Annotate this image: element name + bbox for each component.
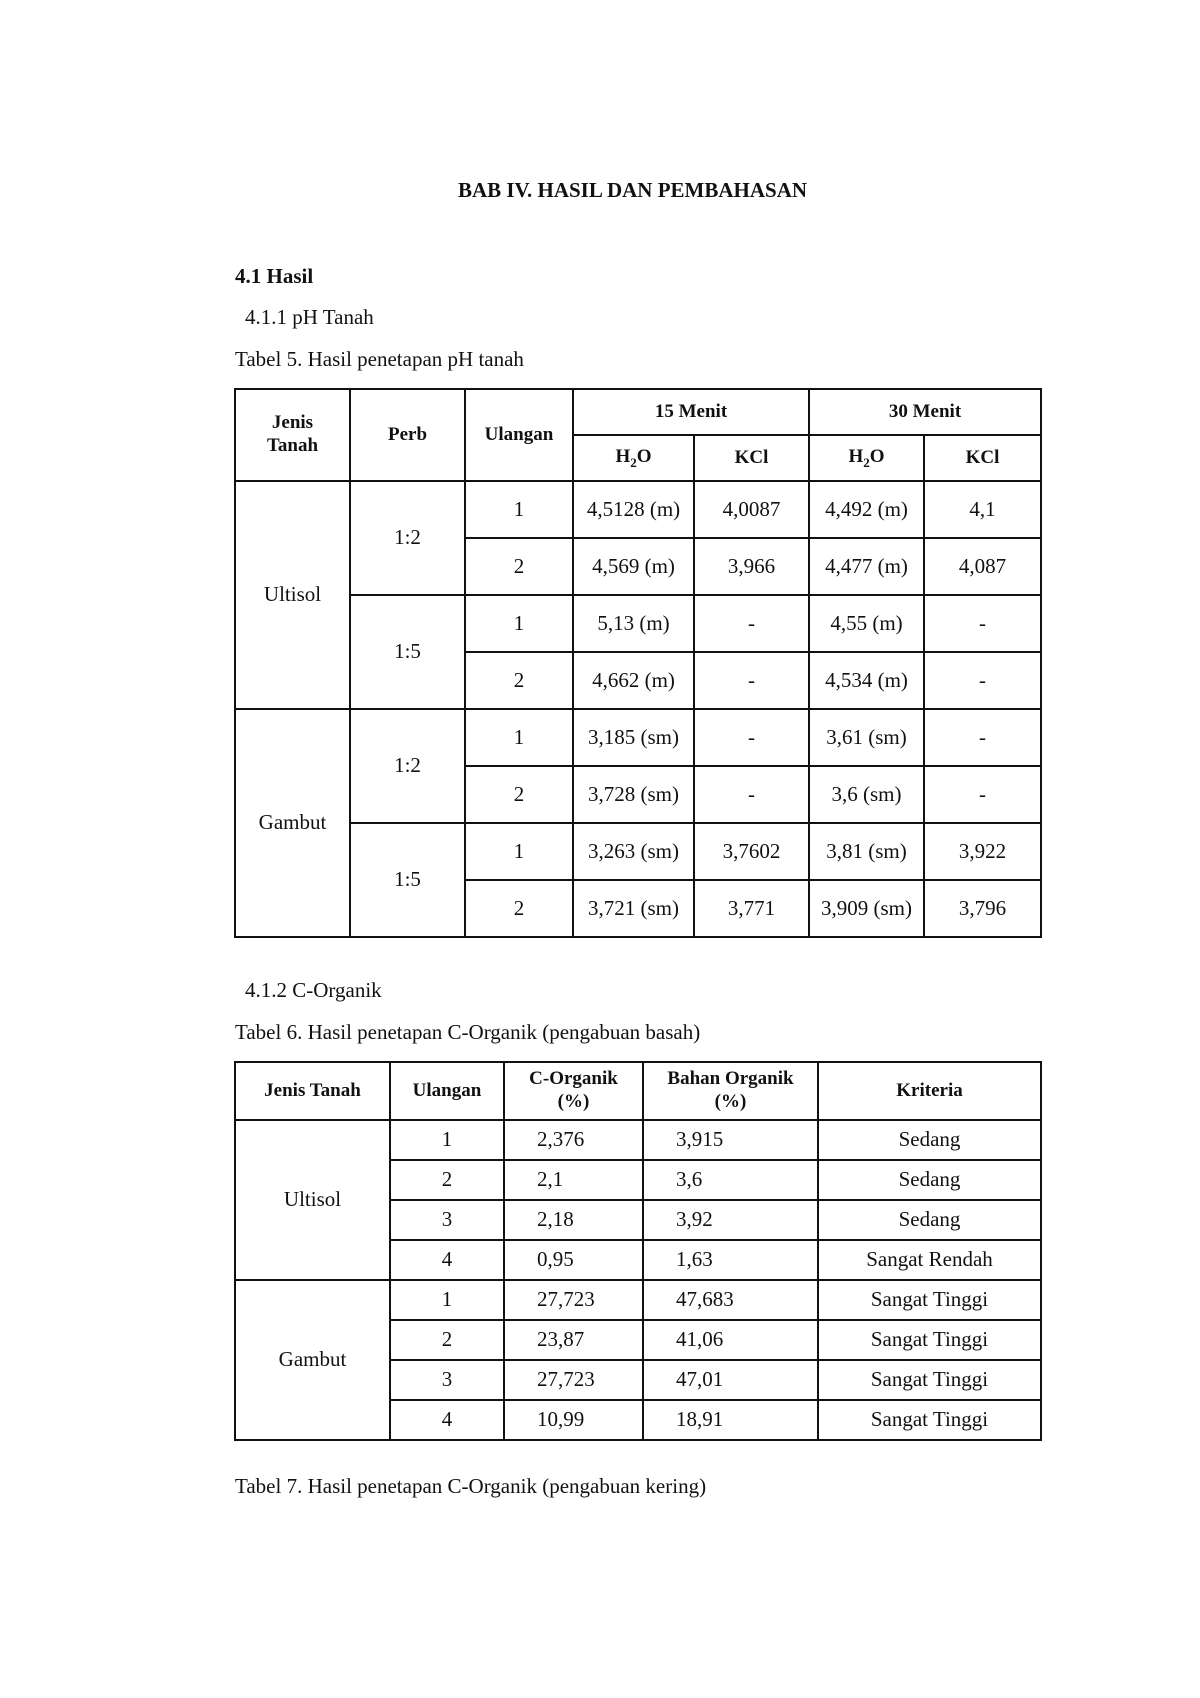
h2o30-cell: 3,909 (sm): [809, 880, 924, 937]
kriteria-cell: Sangat Tinggi: [818, 1280, 1041, 1320]
header-kriteria: Kriteria: [818, 1062, 1041, 1120]
header-ulangan: Ulangan: [390, 1062, 504, 1120]
kcl15-cell: 3,966: [694, 538, 809, 595]
ulangan-cell: 4: [390, 1240, 504, 1280]
ratio-cell: 1:2: [350, 709, 465, 823]
h2o15-cell: 4,569 (m): [573, 538, 694, 595]
kcl15-cell: -: [694, 652, 809, 709]
kriteria-cell: Sedang: [818, 1160, 1041, 1200]
chapter-title: BAB IV. HASIL DAN PEMBAHASAN: [457, 178, 808, 202]
header-15-menit: 15 Menit: [573, 389, 809, 435]
subsection-heading-c-organik: 4.1.2 C-Organik: [245, 978, 382, 1002]
bahan-organik-cell: 3,92: [643, 1200, 818, 1240]
ulangan-cell: 1: [390, 1120, 504, 1160]
ulangan-cell: 1: [465, 823, 573, 880]
h2o30-cell: 4,477 (m): [809, 538, 924, 595]
bahan-organik-cell: 3,6: [643, 1160, 818, 1200]
h2o15-cell: 3,728 (sm): [573, 766, 694, 823]
kriteria-cell: Sangat Tinggi: [818, 1320, 1041, 1360]
header-ulangan: Ulangan: [465, 389, 573, 481]
table6-caption: Tabel 6. Hasil penetapan C-Organik (pengabuan basah): [235, 1020, 701, 1044]
header-bahan-organik: Bahan Organik (%): [643, 1062, 818, 1120]
table7-caption: Tabel 7. Hasil penetapan C-Organik (pengabuan kering): [235, 1474, 707, 1498]
bahan-organik-cell: 18,91: [643, 1400, 818, 1440]
h2o15-cell: 3,263 (sm): [573, 823, 694, 880]
table-row: [235, 823, 1041, 880]
ulangan-cell: 3: [390, 1200, 504, 1240]
header-c-organik: C-Organik (%): [504, 1062, 643, 1120]
c-organik-cell: 23,87: [504, 1320, 643, 1360]
kcl30-cell: -: [924, 652, 1041, 709]
bahan-organik-cell: 47,01: [643, 1360, 818, 1400]
kcl30-cell: -: [924, 766, 1041, 823]
header-kcl-15: KCl: [694, 435, 809, 481]
header-h2o-15: $H_2O$: [573, 435, 694, 481]
section-heading: 4.1 Hasil: [235, 264, 314, 288]
kriteria-cell: Sangat Tinggi: [818, 1360, 1041, 1400]
bahan-organik-cell: 41,06: [643, 1320, 818, 1360]
ulangan-cell: 2: [465, 538, 573, 595]
kcl15-cell: 3,771: [694, 880, 809, 937]
subsection-heading-ph: 4.1.1 pH Tanah: [245, 305, 374, 329]
bahan-organik-cell: 1,63: [643, 1240, 818, 1280]
h2o15-cell: 5,13 (m): [573, 595, 694, 652]
header-kcl-30: KCl: [924, 435, 1041, 481]
kriteria-cell: Sedang: [818, 1120, 1041, 1160]
kriteria-cell: Sedang: [818, 1200, 1041, 1240]
c-organik-cell: 27,723: [504, 1360, 643, 1400]
ratio-cell: 1:5: [350, 823, 465, 937]
ulangan-cell: 2: [465, 880, 573, 937]
kcl15-cell: -: [694, 766, 809, 823]
h2o30-cell: 3,6 (sm): [809, 766, 924, 823]
ulangan-cell: 1: [465, 595, 573, 652]
ulangan-cell: 4: [390, 1400, 504, 1440]
ratio-cell: 1:2: [350, 481, 465, 595]
kcl30-cell: -: [924, 709, 1041, 766]
ulangan-cell: 2: [465, 766, 573, 823]
c-organik-cell: 2,18: [504, 1200, 643, 1240]
table-row: [235, 1120, 1041, 1160]
soil-type-cell: Gambut: [235, 709, 350, 937]
h2o15-cell: 4,662 (m): [573, 652, 694, 709]
header-jenis-tanah: Jenis Tanah: [235, 389, 350, 481]
kcl15-cell: -: [694, 709, 809, 766]
kcl30-cell: -: [924, 595, 1041, 652]
h2o15-cell: 3,185 (sm): [573, 709, 694, 766]
table-row: [235, 1280, 1041, 1320]
ulangan-cell: 1: [465, 481, 573, 538]
c-organik-cell: 27,723: [504, 1280, 643, 1320]
ulangan-cell: 2: [390, 1160, 504, 1200]
h2o30-cell: 4,534 (m): [809, 652, 924, 709]
kcl30-cell: 4,1: [924, 481, 1041, 538]
h2o30-cell: 3,61 (sm): [809, 709, 924, 766]
ulangan-cell: 2: [465, 652, 573, 709]
header-perb: Perb: [350, 389, 465, 481]
soil-type-cell: Ultisol: [235, 481, 350, 709]
c-organik-cell: 2,376: [504, 1120, 643, 1160]
c-organik-cell: 2,1: [504, 1160, 643, 1200]
c-organik-table: [234, 1061, 1042, 1441]
header-jenis-tanah: Jenis Tanah: [235, 1062, 390, 1120]
header-h2o-30: $H_2O$: [809, 435, 924, 481]
table-row: [235, 709, 1041, 766]
c-organik-cell: 0,95: [504, 1240, 643, 1280]
kcl30-cell: 4,087: [924, 538, 1041, 595]
soil-type-cell: Ultisol: [235, 1120, 390, 1280]
kcl15-cell: 3,7602: [694, 823, 809, 880]
table-row: [235, 595, 1041, 652]
kcl30-cell: 3,922: [924, 823, 1041, 880]
ratio-cell: 1:5: [350, 595, 465, 709]
table5-caption: Tabel 5. Hasil penetapan pH tanah: [235, 347, 524, 371]
table-row: [235, 481, 1041, 538]
bahan-organik-cell: 47,683: [643, 1280, 818, 1320]
c-organik-cell: 10,99: [504, 1400, 643, 1440]
ulangan-cell: 1: [465, 709, 573, 766]
ph-table: [234, 388, 1042, 938]
h2o30-cell: 3,81 (sm): [809, 823, 924, 880]
ulangan-cell: 2: [390, 1320, 504, 1360]
soil-type-cell: Gambut: [235, 1280, 390, 1440]
h2o30-cell: 4,55 (m): [809, 595, 924, 652]
bahan-organik-cell: 3,915: [643, 1120, 818, 1160]
kcl30-cell: 3,796: [924, 880, 1041, 937]
kcl15-cell: 4,0087: [694, 481, 809, 538]
h2o15-cell: 4,5128 (m): [573, 481, 694, 538]
header-30-menit: 30 Menit: [809, 389, 1041, 435]
kriteria-cell: Sangat Tinggi: [818, 1400, 1041, 1440]
ulangan-cell: 1: [390, 1280, 504, 1320]
kcl15-cell: -: [694, 595, 809, 652]
h2o30-cell: 4,492 (m): [809, 481, 924, 538]
h2o15-cell: 3,721 (sm): [573, 880, 694, 937]
ulangan-cell: 3: [390, 1360, 504, 1400]
kriteria-cell: Sangat Rendah: [818, 1240, 1041, 1280]
